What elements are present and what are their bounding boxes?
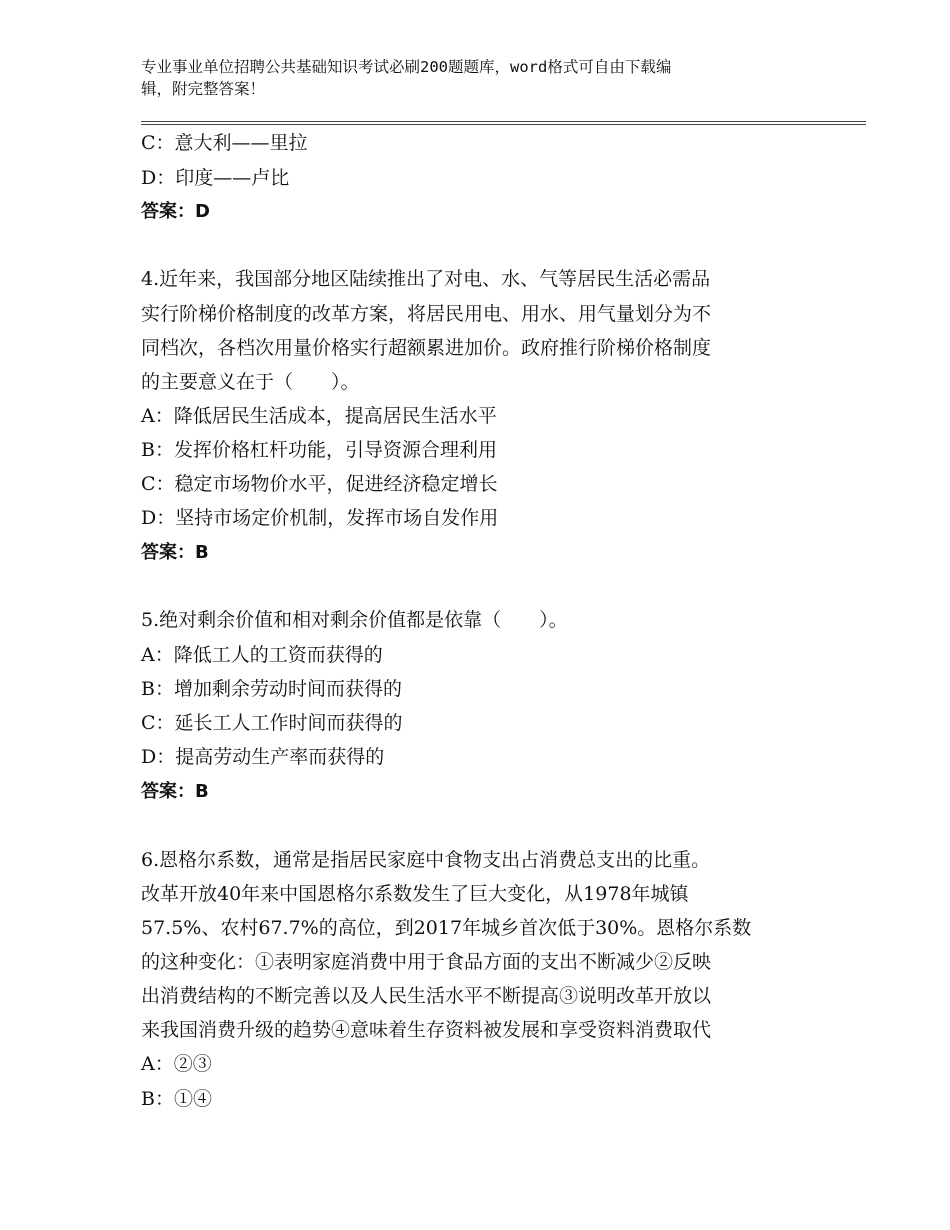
q4-stem-line-2: 实行阶梯价格制度的改革方案，将居民用电、用水、用气量划分为不: [141, 303, 712, 325]
q5-option-b: B：增加剩余劳动时间而获得的: [141, 678, 402, 700]
prev-option-d: D：印度——卢比: [141, 167, 290, 189]
q4-answer: 答案：B: [141, 542, 209, 563]
q6-stem-line-3: 57.5%、农村67.7%的高位，到2017年城乡首次低于30%。恩格尔系数: [141, 917, 752, 939]
q4-option-a: A：降低居民生活成本，提高居民生活水平: [141, 405, 497, 427]
q5-stem-line-1: 5.绝对剩余价值和相对剩余价值都是依靠（ ）。: [141, 609, 568, 631]
q4-stem-line-1: 4.近年来，我国部分地区陆续推出了对电、水、气等居民生活必需品: [141, 268, 711, 290]
q6-option-b: B：①④: [141, 1088, 212, 1110]
q6-option-a: A：②③: [141, 1053, 212, 1075]
q4-option-c: C：稳定市场物价水平，促进经济稳定增长: [141, 473, 498, 495]
q5-answer: 答案：B: [141, 781, 209, 802]
q6-stem-line-1: 6.恩格尔系数，通常是指居民家庭中食物支出占消费总支出的比重。: [141, 849, 711, 871]
header-rule-bottom: [141, 124, 866, 125]
q6-stem-line-5: 出消费结构的不断完善以及人民生活水平不断提高③说明改革开放以: [141, 985, 712, 1007]
q5-option-d: D：提高劳动生产率而获得的: [141, 746, 385, 768]
q4-stem-line-3: 同档次，各档次用量价格实行超额累进加价。政府推行阶梯价格制度: [141, 337, 712, 359]
q4-option-d: D：坚持市场定价机制，发挥市场自发作用: [141, 507, 499, 529]
q5-option-a: A：降低工人的工资而获得的: [141, 644, 383, 666]
q4-stem-line-4: 的主要意义在于（ ）。: [141, 371, 360, 393]
q6-stem-line-6: 来我国消费升级的趋势④意味着生存资料被发展和享受资料消费取代: [141, 1019, 712, 1041]
q4-option-b: B：发挥价格杠杆功能，引导资源合理利用: [141, 439, 497, 461]
header-line-1: 专业事业单位招聘公共基础知识考试必刷200题题库，word格式可自由下载编: [141, 58, 672, 76]
page-header: [141, 56, 791, 100]
prev-answer: 答案：D: [141, 201, 210, 222]
q6-stem-line-2: 改革开放40年来中国恩格尔系数发生了巨大变化，从1978年城镇: [141, 883, 689, 905]
q5-option-c: C：延长工人工作时间而获得的: [141, 712, 403, 734]
q6-stem-line-4: 的这种变化：①表明家庭消费中用于食品方面的支出不断减少②反映: [141, 951, 712, 973]
header-rule-top: [141, 121, 866, 122]
prev-option-c: C：意大利——里拉: [141, 132, 308, 154]
header-line-2: 辑，附完整答案！: [141, 80, 266, 98]
